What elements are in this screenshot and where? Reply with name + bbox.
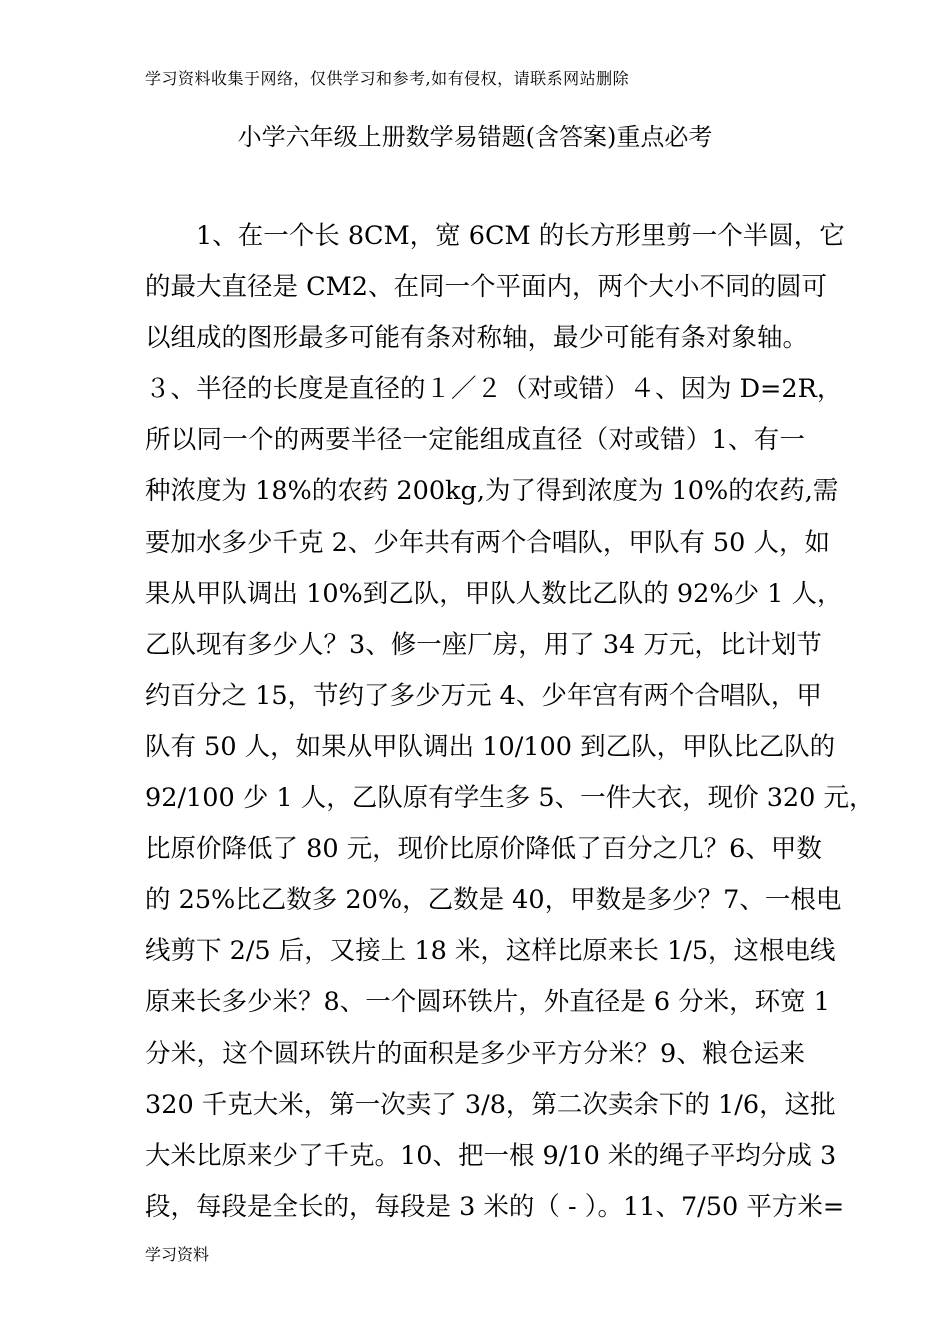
body-line-7: 要加水多少千克 2、少年共有两个合唱队，甲队有 50 人，如 [145, 527, 830, 558]
body-line-10: 约百分之 15，节约了多少万元 4、少年宫有两个合唱队，甲 [145, 680, 822, 711]
body-line-14: 的 25%比乙数多 20%，乙数是 40，甲数是多少？7、一根电 [145, 885, 842, 916]
body-line-18: 320 千克大米，第一次卖了 3/8，第二次卖余下的 1/6，这批 [145, 1089, 836, 1120]
body-line-12: 92/100 少 1 人，乙队原有学生多 5、一件大衣，现价 320 元， [145, 783, 875, 814]
body-line-8: 果从甲队调出 10%到乙队，甲队人数比乙队的 92%少 1 人， [145, 578, 843, 609]
body-line-5: 所以同一个的两要半径一定能组成直径（对或错）1、有一 [145, 425, 805, 456]
footer-label: 学习资料 [145, 1245, 210, 1264]
document-body [145, 215, 875, 1237]
body-line-11: 队有 50 人，如果从甲队调出 10/100 到乙队，甲队比乙队的 [145, 731, 836, 762]
body-line-6: 种浓度为 18%的农药 200kg,为了得到浓度为 10%的农药,需 [145, 476, 839, 507]
body-line-19: 大米比原来少了千克。10、把一根 9/10 米的绳子平均分成 3 [145, 1140, 837, 1171]
body-line-16: 原来长多少米？8、一个圆环铁片，外直径是 6 分米，环宽 1 [145, 987, 830, 1018]
body-line-9: 乙队现有多少人？3、修一座厂房，用了 34 万元，比计划节 [145, 629, 822, 660]
header-disclaimer: 学习资料收集于网络，仅供学习和参考,如有侵权，请联系网站删除 [145, 69, 630, 88]
body-line-20: 段，每段是全长的，每段是 3 米的（ - ）。11、7/50 平方米= [145, 1191, 845, 1222]
body-line-17: 分米，这个圆环铁片的面积是多少平方分米？9、粮仓运来 [145, 1038, 805, 1069]
body-line-1: 1、在一个长 8CM，宽 6CM 的长方形里剪一个半圆，它 [196, 221, 845, 251]
body-line-3: 以组成的图形最多可能有条对称轴，最少可能有条对象轴。 [145, 323, 809, 354]
body-line-2: 的最大直径是 CM2、在同一个平面内，两个大小不同的圆可 [145, 272, 827, 303]
body-line-4: ３、半径的长度是直径的１／２（对或错）４、因为 D=2R， [145, 374, 843, 405]
document-title: 小学六年级上册数学易错题(含答案)重点必考 [237, 123, 713, 151]
body-line-13: 比原价降低了 80 元，现价比原价降低了百分之几？6、甲数 [145, 834, 822, 865]
body-line-15: 线剪下 2/5 后，又接上 18 米，这样比原来长 1/5，这根电线 [145, 936, 836, 967]
